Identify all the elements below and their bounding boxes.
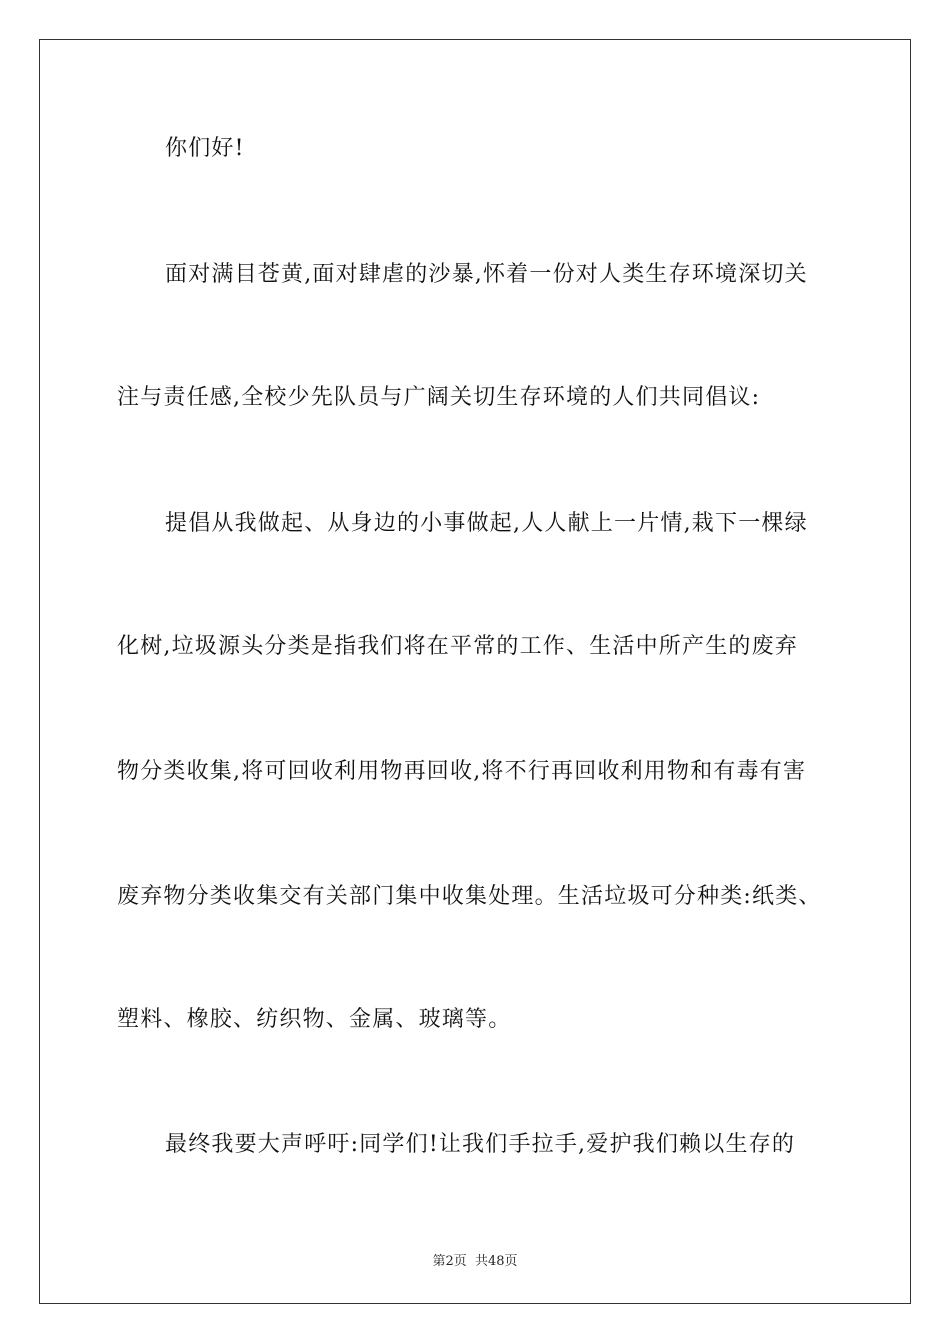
greeting-line: 你们好! <box>165 136 245 161</box>
paragraph-line: 提倡从我做起、从身边的小事做起,人人献上一片情,栽下一棵绿 <box>165 511 808 536</box>
page-number-footer: 第2页 共48页 <box>432 1254 518 1269</box>
paragraph-line: 面对满目苍黄,面对肆虐的沙暴,怀着一份对人类生存环境深切关 <box>165 262 808 287</box>
paragraph-line: 注与责任感,全校少先队员与广阔关切生存环境的人们共同倡议: <box>117 385 761 410</box>
paragraph-line: 最终我要大声呼吁:同学们!让我们手拉手,爱护我们赖以生存的 <box>165 1132 796 1157</box>
paragraph-line: 塑料、橡胶、纺织物、金属、玻璃等。 <box>117 1007 512 1032</box>
paragraph-line: 化树,垃圾源头分类是指我们将在平常的工作、生活中所产生的废弃 <box>117 634 798 659</box>
page-border <box>39 39 911 1304</box>
paragraph-line: 物分类收集,将可回收利用物再回收,将不行再回收利用物和有毒有害 <box>117 759 807 784</box>
paragraph-line: 废弃物分类收集交有关部门集中收集处理。生活垃圾可分种类:纸类、 <box>117 884 822 909</box>
